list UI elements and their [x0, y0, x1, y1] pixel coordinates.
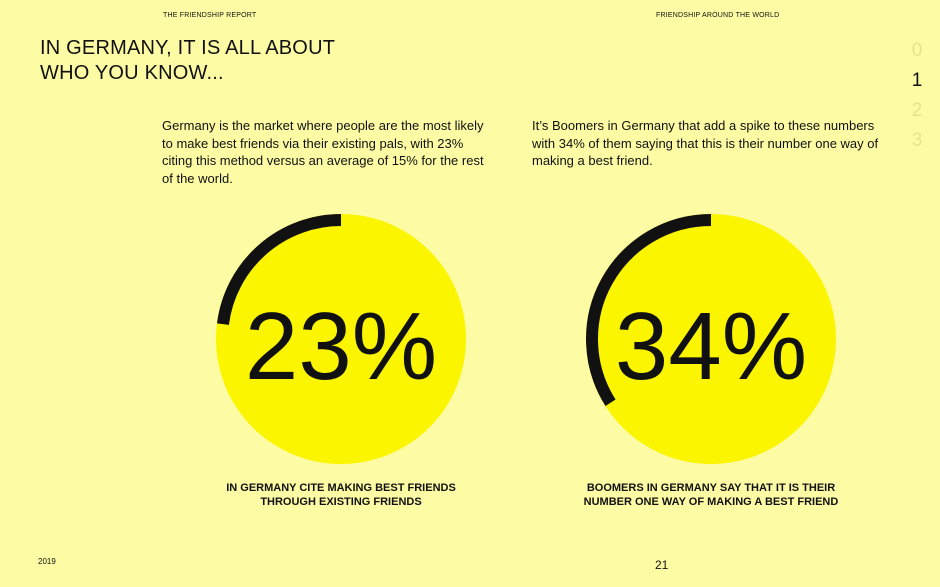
stat-caption-line-1: IN GERMANY CITE MAKING BEST FRIENDS	[226, 482, 456, 494]
stat-percentage: 23%	[244, 293, 438, 400]
footer-year: 2019	[38, 557, 56, 566]
stat-caption-boomers	[551, 482, 871, 509]
page-title	[40, 36, 335, 86]
stat-chart-boomers	[584, 212, 838, 466]
stat-caption-line-2: THROUGH EXISTING FRIENDS	[260, 495, 422, 508]
pager-item-2[interactable]: 2	[911, 100, 923, 121]
page-number: 21	[655, 558, 669, 572]
stat-chart-germany-svg	[214, 212, 468, 466]
stat-caption-line-1: BOOMERS IN GERMANY SAY THAT IT IS THEIR	[586, 482, 836, 494]
stat-caption-line-2: NUMBER ONE WAY OF MAKING A BEST FRIEND	[583, 495, 839, 508]
intro-paragraph-right: It’s Boomers in Germany that add a spike to these numbers with 34% of them saying that this is their number one way of making a best friend.	[532, 118, 879, 168]
pager-item-0[interactable]: 0	[911, 40, 923, 61]
section-pager	[905, 36, 929, 156]
running-header-left: THE FRIENDSHIP REPORT	[163, 12, 257, 19]
intro-paragraph-left: Germany is the market where people are the most likely to make best friends via their existing pals, with 23% citing this method versus an average of 15% for the rest of the world.	[162, 118, 484, 186]
stat-chart-germany	[214, 212, 468, 466]
stat-percentage: 34%	[614, 293, 808, 400]
page-title-line-2: WHO YOU KNOW...	[40, 62, 224, 84]
pager-item-1[interactable]: 1	[911, 70, 923, 91]
running-header-right: FRIENDSHIP AROUND THE WORLD	[656, 12, 780, 19]
page-title-line-1: IN GERMANY, IT IS ALL ABOUT	[40, 37, 336, 59]
stat-caption-germany	[181, 482, 501, 509]
stat-chart-boomers-svg	[584, 212, 838, 466]
pager-item-3[interactable]: 3	[911, 130, 923, 151]
